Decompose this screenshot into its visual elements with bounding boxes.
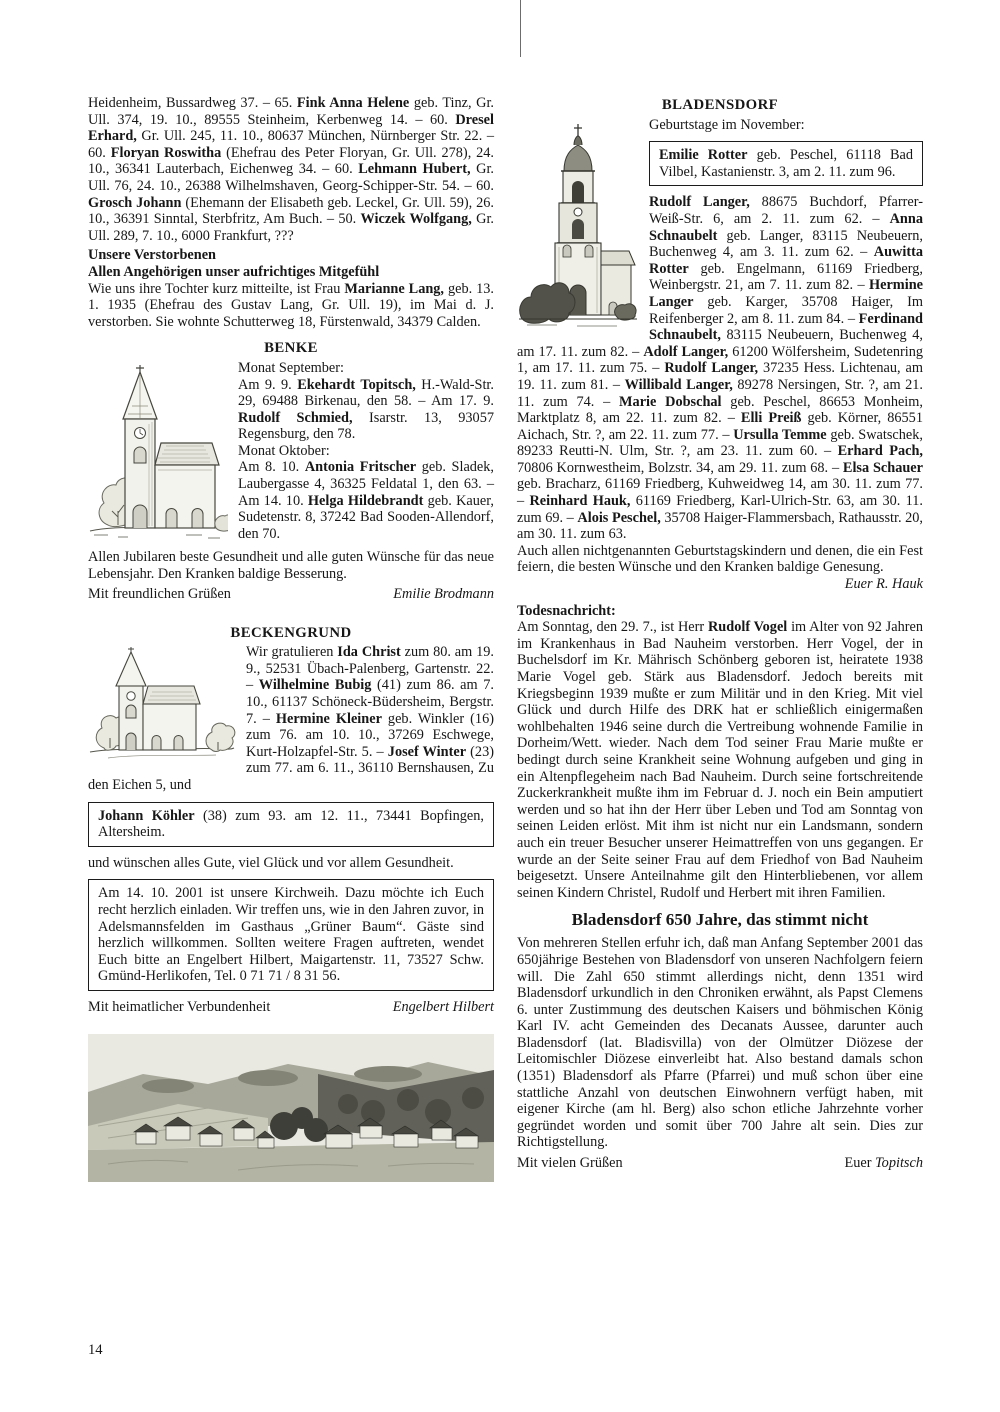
- jubilee-signature-prefix: Euer: [844, 1155, 876, 1172]
- benke-section: [88, 340, 494, 602]
- verstorbene-heading: Unsere Verstorbenen: [88, 247, 217, 264]
- beckengrund-wish-paragraph: und wünschen alles Gute, viel Glück und vor allem Gesundheit.: [88, 854, 454, 871]
- benke-month-october-label: Monat Oktober:: [238, 442, 330, 459]
- right-column: [517, 95, 923, 1172]
- bladensdorf-title: BLADENSDORF: [661, 97, 779, 113]
- beckengrund-signature-label: Mit heimatlicher Verbundenheit: [88, 998, 271, 1015]
- beckengrund-title: BECKENGRUND: [230, 624, 352, 641]
- koehler-box: [88, 802, 494, 847]
- benke-october-paragraph: Am 8. 10. Antonia Fritscher geb. Sladek, Laubergasse 4, 36325 Feldatal 1, den 63. – Am 14. 10. Helga Hildebrandt geb. Kauer, Sudetenstr. 8, 37242 Bad Sooden-Allendorf, den 70.: [238, 459, 495, 542]
- benke-closing-paragraph: Allen Jubilaren beste Gesundheit und alle guten Wünsche für das neue Lebensjahr. Den Kranken baldige Besserung.: [88, 548, 494, 582]
- verstorbene-subheading: Allen Angehörigen unser aufrichtiges Mitgefühl: [88, 263, 380, 280]
- october-birthdays-paragraph: Heidenheim, Bussardweg 37. – 65. Fink Anna Helene geb. Tinz, Gr. Ull. 374, 19. 10., 89555 Steinheim, Kerbenweg 14. – 60. Dresel Erhard, Gr. Ull. 245, 11. 10., 80637 München, Nürnberger Str. 22. – 60. Floryan Roswitha (Ehefrau des Peter Floryan, Gr. Ull. 278), 24. 10., 36341 Lauterbach, Eichenweg 34. – 60. Lehmann Hubert, Gr. Ull. 76, 24. 10., 26388 Wilhelmshaven, Georg-Schipper-Str. 54. – 60. Grosch Johann (Ehemann der Elisabeth geb. Leckel, Gr. Ull. 59), 26. 10., 36391 Sinntal, Sterbfritz, Am Buch. – 50. Wiczek Wolfgang, Gr. Ull. 289, 7. 10., 6000 Frankfurt, ???: [88, 95, 494, 244]
- benke-title: BENKE: [264, 340, 318, 357]
- bladensdorf-wish-paragraph: Auch allen nichtgenannten Geburtstagskindern und denen, die ein Fest feiern, die besten Wünsche und den Kranken baldige Genesung. Euer R. Hauk: [517, 542, 923, 593]
- verstorbene-paragraph: Wie uns ihre Tochter kurz mitteilte, ist Frau Marianne Lang, geb. 13. 1. 1935 (Ehefrau des Gustav Lang, Gr. Ull. 19), im Mai d. J. verstorben. Sie wohnte Schutterweg 18, Fürstenwald, 34379 Calden.: [88, 280, 494, 330]
- benke-month-september-label: Monat September:: [238, 359, 345, 376]
- bladensdorf-subtitle: Geburtstage im November:: [649, 116, 805, 133]
- rotter-highlight-box: [649, 141, 923, 186]
- bladensdorf-church-illustration: [517, 119, 639, 334]
- beckengrund-church-drawing: [88, 646, 236, 766]
- jubilee-signature-name: [844, 1155, 923, 1172]
- benke-september-paragraph: Am 9. 9. Ekehardt Topitsch, H.-Wald-Str. 29, 69488 Birkenau, den 58. – Am 17. 9. Rudolf Schmied, Isarstr. 13, 93057 Regensburg, den 78.: [238, 376, 495, 443]
- benke-signature-line: [88, 586, 494, 603]
- benke-church-drawing: [88, 362, 228, 547]
- jubilee-section: [517, 910, 923, 1171]
- november-birthdays-paragraph: Rudolf Langer, 88675 Buchdorf, Pfarrer-Weiß-Str. 6, am 2. 11. zum 62. – Anna Schnaubelt geb. Langer, 83115 Neubeuern, Buchenweg 4, am 3. 11. zum 62. – Auwitta Rotter geb. Engelmann, 61169 Friedberg, Weinbergstr. 21, am 7. 11. zum 82. – Hermine Langer geb. Karger, 35708 Haiger, Im Reifenberger 2, am 8. 11. zum 84. – Ferdinand Schnaubelt, 83115 Neubeuern, Buchenweg 4, am 17. 11. zum 82. – Adolf Langer, 61200 Wölfersheim, Sudetenring 1, am 17. 11. zum 75. – Rudolf Langer, 37235 Hess. Lichtenau, am 19. 11. zum 81. – Willibald Langer, 89278 Nersingen, Str. ?, am 21. 11. zum 74. – Marie Dobschal geb. Peschel, 86653 Monheim, Marktplatz 8, am 22. 11. zum 82. – Elli Preiß geb. Körner, 86551 Aichach, Str. ?, am 22. 11. zum 77. – Ursulla Temme geb. Swatschek, 89233 Reutti-N. Ulm, Str. ?, am 23. 11. zum 60. – Erhard Pach, 70806 Kornwestheim, Bolzstr. 34, am 29. 11. zum 68. – Elsa Schauer geb. Bracharz, 61169 Friedberg, Kuhweidweg 14, am 30. 11. zum 77. – Reinhard Hauk, 61169 Friedberg, Karl-Ulrich-Str. 63, am 30. 11. zum 69. – Alois Peschel, 35708 Haiger-Flammersbach, Rathausstr. 20, am 30. 11. zum 63.: [517, 194, 924, 543]
- kirchweih-box: [88, 879, 494, 991]
- todesnachricht-paragraph: Am Sonntag, den 29. 7., ist Herr Rudolf Vogel im Alter von 92 Jahren im Krankenhaus in Bad Nauheim verstorben. Herr Vogel, der in Buchelsdorf im Kr. Mährisch Schönberg geboren ist, heiratete 1938 Marie Vogel geb. Stärk aus Bladensdorf. Jedoch bereits mit Kriegsbeginn 1939 mußte er zum Militär und in den Krieg. Mit viel Glück und durch Hilfe des DRK hat er schließlich einigermaßen wohlbehalten 1946 seine durch die Vertreibung wohnende Familie in Dorheim/Wett. wieder. Nach dem Tod seiner Frau Marie mußte er bedingt durch seine Krankheit seine Wohnung aufgeben und ging in ein Altenpflegeheim nach Bad Nauheim. Durch seine fortschreitende Zuckerkrankheit mußte ihm im Februar d. J. noch ein Bein amputiert werden und so hat ihn der Herr über Leben und Tod am Sonntag von seinen Leiden erlöst. Mit ihm ist nicht nur ein Landsmann, sondern auch ein treuer Besucher unserer Heimattreffen von uns gegangen. Er wurde an der Seite seiner Frau auf dem Friedhof von Bad Nauheim beigesetzt. Unsere Anteilnahme gilt den Hinterbliebenen, vor allem seinen Kindern Christel, Rudolf und Herbert mit ihren Familien.: [517, 619, 923, 901]
- village-panorama-drawing: [88, 1034, 494, 1182]
- registration-mark: [520, 0, 521, 57]
- todesnachricht-section: [517, 603, 923, 902]
- beckengrund-signature-line: [88, 999, 494, 1016]
- rotter-box-paragraph: Emilie Rotter geb. Peschel, 61118 Bad Vilbel, Kastanienstr. 3, am 2. 11. zum 96.: [659, 147, 913, 180]
- jubilee-paragraph: Von mehreren Stellen erfuhr ich, daß man Anfang September 2001 das 650jährige Bestehen von Bladensdorf von unseren Nachfolgern feiern will. Die Zahl 650 stimmt allerdings nicht, denn 1351 wird Bladensdorf urkundlich in den Chroniken erwähnt, als Papst Clemens 6. unter Zustimmung des deutschen Kaisers und böhmischen König Karl IV. acht Gemeinden des Decanats Aussee, darunter auch Bladensdorf (lat. Bladisvilla) von der Olmützer Diözese der Leitomischler Diözese einverleibt hat. Also bestand damals schon (1351) Bladensdorf als Pfarre (Pfarrei) und muß schon über eine stattliche Anzahl von deutschen Einwohnern verfügt haben, mit eigener Kirche (am hl. Berg) also schon etliche Jahrzehnte vorher gegründet worden und somit über 700 Jahre alt sein. Dies zur Richtigstellung.: [517, 935, 923, 1151]
- jubilee-signature-line: [517, 1155, 923, 1172]
- left-column: [88, 95, 494, 1182]
- todesnachricht-heading: Todesnachricht:: [517, 602, 616, 619]
- jubilee-signature-label: Mit vielen Grüßen: [517, 1155, 623, 1172]
- benke-signature-name: Emilie Brodmann: [393, 586, 494, 603]
- benke-church-illustration: [88, 362, 228, 547]
- beckengrund-church-illustration: [88, 646, 236, 766]
- koehler-box-paragraph: Johann Köhler (38) zum 93. am 12. 11., 73441 Bopfingen, Altersheim.: [98, 807, 485, 841]
- village-panorama-photo: [88, 1034, 494, 1182]
- beckengrund-signature-name: Engelbert Hilbert: [392, 998, 494, 1015]
- jubilee-title: Bladensdorf 650 Jahre, das stimmt nicht: [571, 910, 869, 930]
- bladensdorf-church-drawing: [517, 119, 639, 334]
- kirchweih-box-paragraph: Am 14. 10. 2001 ist unsere Kirchweih. Dazu möchte ich Euch recht herzlich einladen. Wir treffen uns, wie in den Jahren zuvor, in Adelsmannsfelden im Gasthaus „Grüner Baum“. Gäste sind herzlich willkommen. Sollten weitere Fragen auftreten, wendet Euch bitte an Engelbert Hilbert, Maigartenstr. 11, 73527 Schw. Gmünd-Herlikofen, Tel. 0 71 71 / 8 31 56.: [98, 885, 484, 985]
- jubilee-signature-surname: Topitsch: [875, 1155, 923, 1172]
- benke-signature-label: Mit freundlichen Grüßen: [88, 586, 231, 603]
- page-number: 14: [88, 1342, 103, 1358]
- verstorbene-section: [88, 247, 494, 330]
- bladensdorf-section: [517, 97, 923, 593]
- beckengrund-birthdays-paragraph: Wir gratulieren Ida Christ zum 80. am 19. 9., 52531 Übach-Palenberg, Gartenstr. 22. – Wilhelmine Bubig (41) zum 86. am 7. 10., 61137 Schöneck-Büdersheim, Bergstr. 7. – Hermine Kleiner geb. Winkler (16) zum 76. am 10. 10., 37269 Eschwege, Kurt-Holzapfel-Str. 5. – Josef Winter (23) zum 77. am 6. 11., 36110 Bernshausen, Zu den Eichen 5, und: [88, 644, 495, 794]
- beckengrund-section: [88, 625, 494, 1016]
